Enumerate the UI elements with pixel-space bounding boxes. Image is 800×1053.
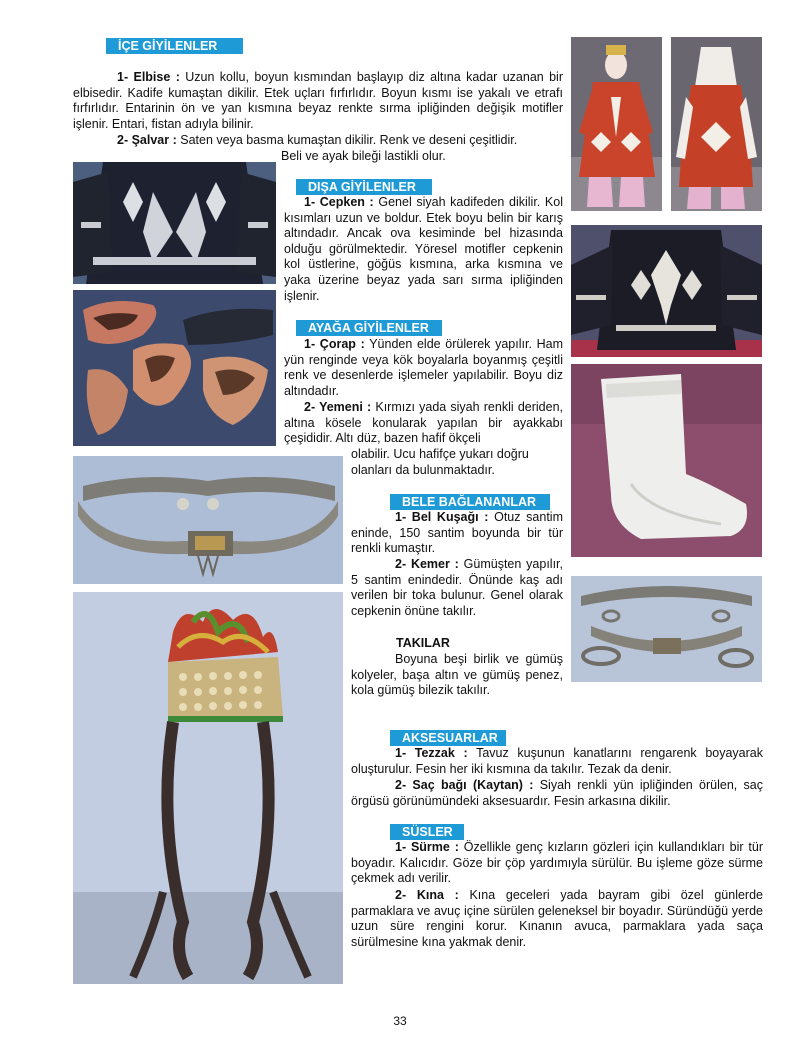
label-surme: 1- Sürme : [395, 840, 459, 854]
photo-dress-front [571, 37, 662, 211]
text-corap: Yünden elde örülerek yapılır. Ham yün renginde veya kök boyalarla boyanmış çeşitli renk ve desenlerde işlemeler yapılabilir. Boyu diz altındadır. [284, 337, 563, 398]
paragraph-tezzak [351, 746, 763, 777]
label-tezzak: 1- Tezzak : [395, 746, 468, 760]
text-tezzak: Tavuz kuşunun kanatlarını rengarenk boyayarak oluşturulur. Fesin her iki kısmına da takılır. Tezak da denir. [351, 746, 763, 776]
photo-jewelry [571, 576, 762, 682]
photo-belt [73, 456, 343, 584]
photo-dress-back [671, 37, 762, 211]
page-number: 33 [393, 1014, 407, 1028]
text-kina: Kına geceleri yada bayram gibi özel günlerde parmaklara ve avuç içine sürülen geleneksel bir boyadır. Süründüğü yerde uzun süre rengini korur. Kınanın avuca, parmaklara yada saça sürülmesine kına yakmak denir. [351, 888, 763, 949]
paragraph-takilar [351, 652, 563, 699]
heading-susler: SÜSLER [390, 824, 464, 840]
text-takilar: Boyuna beşi birlik ve gümüş kolyeler, başa altın ve gümüş penez, kola gümüş bilezik takılır. [351, 652, 563, 698]
photo-headdress [73, 592, 343, 984]
paragraph-kina [351, 888, 763, 950]
paragraph-bel-kusagi [351, 510, 563, 557]
paragraph-yemeni [284, 400, 563, 447]
text-sac-bagi: Siyah renkli yün ipliğinden örülen, saç örgüsü görünümündeki aksesuardır. Fesin arkasına dikilir. [351, 778, 763, 808]
paragraph-salvar [73, 133, 563, 149]
label-kemer: 2- Kemer : [395, 557, 459, 571]
text-bel-kusagi: Otuz santim eninde, 150 santim boyunda bir tür renkli kumaştır. [351, 510, 563, 556]
photo-shoes [73, 290, 276, 446]
label-cepken: 1- Cepken : [304, 195, 374, 209]
label-bel-kusagi: 1- Bel Kuşağı : [395, 510, 489, 524]
text-kemer: Gümüşten yapılır, 5 santim enindedir. Önünde kaş adı verilen bir toka bulunur. Genel olarak cepkenin önüne takılır. [351, 557, 563, 618]
paragraph-kemer [351, 557, 563, 619]
heading-ice-giyilenler: İÇE GİYİLENLER [106, 38, 243, 54]
paragraph-yemeni-cont [351, 447, 563, 478]
text-elbise: Uzun kollu, boyun kısmından başlayıp diz altına kadar uzanan bir elbisedir. Kadife kumaştan dikilir. Etek uçları fırfırlıdır. Boyun kısmı ise yakalı ve etrafı fırfırlıdır. Entarinin ön ve yan kısmına beyaz renkte sırma ipliğinden değişik motifler işlenir. Entari, fistan adıyla bilinir. [73, 70, 563, 131]
heading-disa-giyilenler: DIŞA GİYİLENLER [296, 179, 432, 195]
paragraph-salvar-cont [281, 149, 563, 165]
label-yemeni: 2- Yemeni : [304, 400, 372, 414]
paragraph-cepken [284, 195, 563, 304]
paragraph-sac-bagi [351, 778, 763, 809]
label-elbise: 1- Elbise : [117, 70, 180, 84]
heading-bele-baglananlar: BELE BAĞLANANLAR [390, 494, 550, 510]
text-salvar: Saten veya basma kumaştan dikilir. Renk ve deseni çeşitlidir. [176, 133, 518, 147]
photo-jacket-back [571, 225, 762, 357]
text-salvar-cont: Beli ve ayak bileği lastikli olur. [281, 149, 446, 163]
label-kina: 2- Kına : [395, 888, 459, 902]
heading-aksesuarlar: AKSESUARLAR [390, 730, 506, 746]
text-cepken: Genel siyah kadifeden dikilir. Kol kısımları uzun ve boldur. Etek boyu belin bir karış altındadır. Ancak ova kesiminde bel hizasında olduğu görülmektedir. Yöresel motifler cepkenin kol üstlerine, göğüs kısmına, arka kısmına ve yaka üzerine beyaz yada sarı sırma ipliğinden işlenir. [284, 195, 563, 303]
text-surme: Özellikle genç kızların gözleri için kullandıkları bir tür boyadır. Kalıcıdır. Göze bir çöp yardımıyla sürülür. Bu işleme göze sürme çekmek adı verilir. [351, 840, 763, 886]
paragraph-elbise [73, 70, 563, 132]
paragraph-corap [284, 337, 563, 399]
text-yemeni: Kırmızı yada siyah renkli deriden, altına kösele konularak yapılan bir ayakkabı çeşididir. Altı düz, bazen hafif ökçeli [284, 400, 563, 446]
label-sac-bagi: 2- Saç bağı (Kaytan) : [395, 778, 534, 792]
heading-ayaga-giyilenler: AYAĞA GİYİLENLER [296, 320, 442, 336]
label-corap: 1- Çorap : [304, 337, 365, 351]
text-yemeni-cont: olabilir. Ucu hafifçe yukarı doğru olanları da bulunmaktadır. [351, 447, 529, 477]
heading-takilar: TAKILAR [396, 636, 450, 650]
label-salvar: 2- Şalvar : [117, 133, 177, 147]
photo-sock [571, 364, 762, 557]
paragraph-surme [351, 840, 763, 887]
photo-jacket-front [73, 162, 276, 284]
